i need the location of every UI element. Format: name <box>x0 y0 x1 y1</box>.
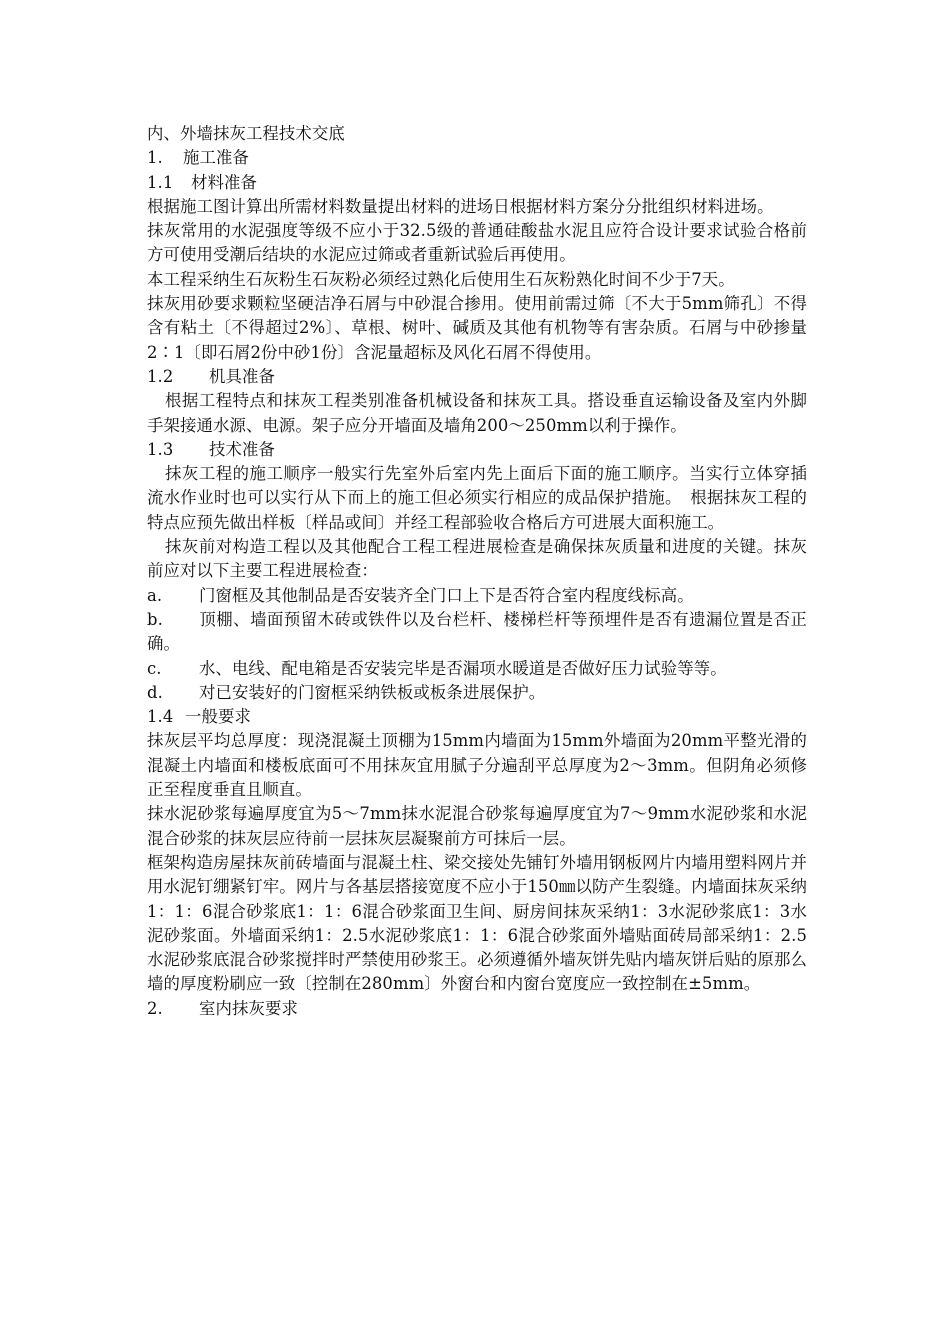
list-item <box>147 681 807 705</box>
list-item <box>147 657 807 681</box>
paragraph-general-1: 抹灰层平均总厚度：现浇混凝土顶棚为15mm内墙面为15mm外墙面为20mm平整光滑的混凝土内墙面和楼板底面可不用抹灰宜用腻子分遍刮平总厚度为2～3mm。但阴角必须修正至程度垂直且顺直。 <box>147 731 807 800</box>
section-number: 2. <box>147 998 163 1018</box>
list-text: 对已安装好的门窗框采纳铁板或板条进展保护。 <box>199 682 546 702</box>
section-label: 施工准备 <box>183 148 249 168</box>
section-1-heading <box>147 146 807 170</box>
section-1-1-heading <box>147 171 807 195</box>
list-item <box>147 608 807 657</box>
section-number: 1. <box>147 148 163 168</box>
list-marker: a. <box>147 585 163 605</box>
list-item <box>147 584 807 608</box>
section-number: 1.2 <box>147 366 174 386</box>
paragraph-materials-4: 抹灰用砂要求颗粒坚硬洁净石屑与中砂混合掺用。使用前需过筛〔不大于5mm筛孔〕不得含有粘土〔不得超过2%〕、草根、树叶、碱质及其他有机物等有害杂质。石屑与中砂掺量2∶1〔即石屑2份中砂1份〕含泥量超标及风化石屑不得使用。 <box>147 294 807 362</box>
document-page <box>147 122 807 1021</box>
section-label: 室内抹灰要求 <box>199 998 298 1018</box>
section-2-heading <box>147 997 807 1021</box>
section-number: 1.3 <box>147 439 174 459</box>
paragraph-tools: 根据工程特点和抹灰工程类别准备机械设备和抹灰工具。搭设垂直运输设备及室内外脚手架接通水源、电源。架子应分开墙面及墙角200～250mm以利于操作。 <box>147 391 807 435</box>
section-number: 1.1 <box>147 172 174 192</box>
list-marker: d. <box>147 682 163 702</box>
paragraph-tech-2: 抹灰前对构造工程以及其他配合工程工程进展检查是确保抹灰质量和进度的关键。抹灰前应对以下主要工程进展检查： <box>147 537 807 581</box>
list-text: 水、电线、配电箱是否安装完毕是否漏项水暖道是否做好压力试验等等。 <box>199 658 727 678</box>
section-number: 1.4 <box>147 707 174 727</box>
doc-title: 内、外墙抹灰工程技术交底 <box>147 124 345 143</box>
list-text: 顶棚、墙面预留木砖或铁件以及台栏杆、楼梯栏杆等预埋件是否有遗漏位置是否正确。 <box>147 609 807 654</box>
section-label: 技术准备 <box>209 439 275 459</box>
paragraph-tech-1: 抹灰工程的施工顺序一般实行先室外后室内先上面后下面的施工顺序。当实行立体穿插流水作业时也可以实行从下而上的施工但必须实行相应的成品保护措施。 根据抹灰工程的特点应预先做出样板〔样品或间〕并经工程部验收合格后方可进展大面积施工。 <box>147 464 807 532</box>
section-label: 材料准备 <box>191 172 257 192</box>
section-label: 一般要求 <box>185 707 251 727</box>
list-marker: c. <box>147 658 162 678</box>
paragraph-materials-3: 本工程采纳生石灰粉生石灰粉必须经过熟化后使用生石灰粉熟化时间不少于7天。 <box>147 269 735 289</box>
paragraph-general-2: 抹水泥砂浆每遍厚度宜为5～7mm抹水泥混合砂浆每遍厚度宜为7～9mm水泥砂浆和水泥混合砂浆的抹灰层应待前一层抹灰层凝聚前方可抹后一层。 <box>147 804 807 848</box>
section-1-3-heading <box>147 438 807 462</box>
list-marker: b. <box>147 609 163 629</box>
section-label: 机具准备 <box>209 366 275 386</box>
paragraph-general-3: 框架构造房屋抹灰前砖墙面与混凝土柱、梁交接处先铺钉外墙用钢板网片内墙用塑料网片并用水泥钉绷紧钉牢。网片与各基层搭接宽度不应小于150㎜以防产生裂缝。内墙面抹灰采纳1：1：6混合砂浆底1：1：6混合砂浆面卫生间、厨房间抹灰采纳1：3水泥砂浆底1：3水泥砂浆面。外墙面采纳1：2.5水泥砂浆底1：1：6混合砂浆面外墙贴面砖局部采纳1：2.5水泥砂浆底混合砂浆搅拌时严禁使用砂浆王。必须遵循外墙灰饼先贴内墙灰饼后贴的原那么墙的厚度粉刷应一致〔控制在280mm〕外窗台和内窗台宽度应一致控制在±5mm。 <box>147 852 807 994</box>
list-text: 门窗框及其他制品是否安装齐全门口上下是否符合室内程度线标高。 <box>199 585 694 605</box>
paragraph-materials-1: 根据施工图计算出所需材料数量提出材料的进场日根据材料方案分分批组织材料进场。 <box>147 196 774 216</box>
section-1-4-heading <box>147 705 807 729</box>
paragraph-materials-2: 抹灰常用的水泥强度等级不应小于32.5级的普通硅酸盐水泥且应符合设计要求试验合格前方可使用受潮后结块的水泥应过筛或者重新试验后再使用。 <box>147 221 807 265</box>
section-1-2-heading <box>147 365 807 389</box>
